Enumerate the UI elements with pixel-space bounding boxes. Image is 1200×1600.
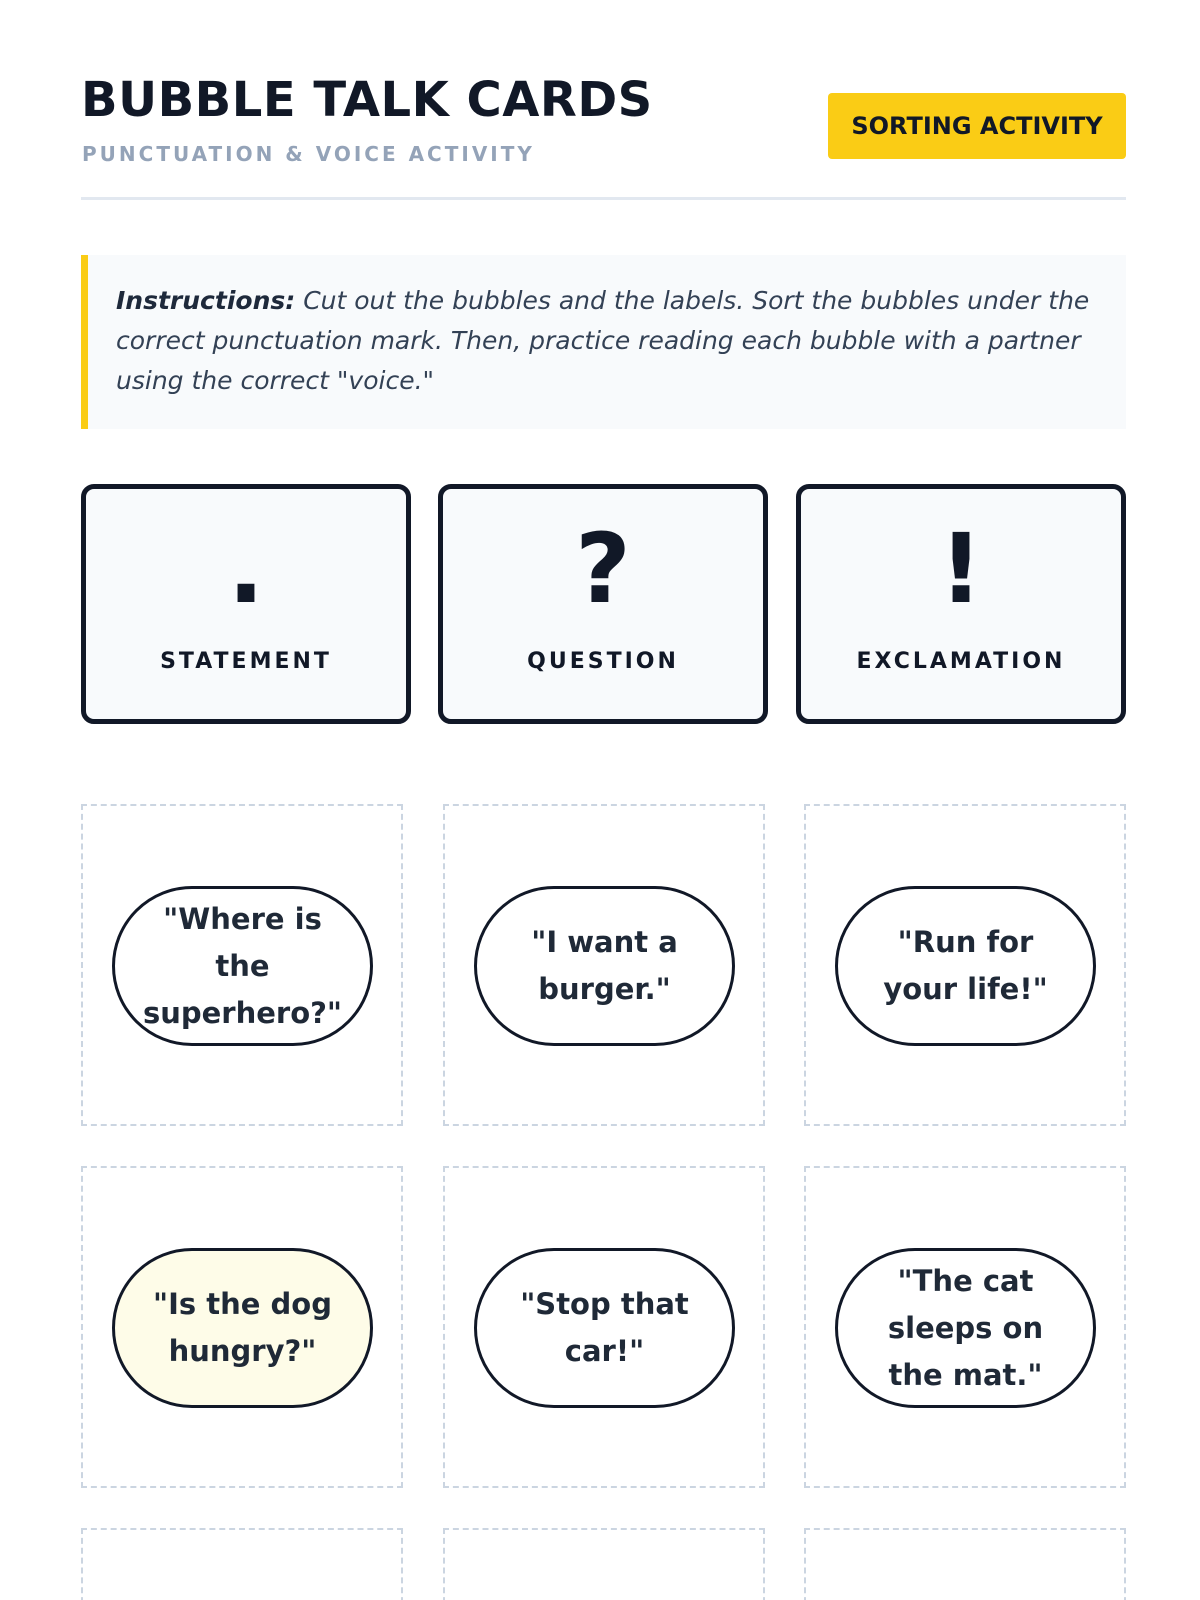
period-mark: . xyxy=(227,513,265,625)
cut-out-cell xyxy=(443,1166,765,1488)
page-subtitle: PUNCTUATION & VOICE ACTIVITY xyxy=(82,142,535,166)
cut-out-cell xyxy=(443,804,765,1126)
instructions-box xyxy=(81,255,1126,429)
cut-out-cell xyxy=(81,1528,403,1600)
cut-out-cell xyxy=(804,1528,1126,1600)
cut-out-cell xyxy=(443,1528,765,1600)
label-card-statement[interactable] xyxy=(81,484,411,724)
speech-bubble[interactable]: "Stop that car!" xyxy=(474,1248,735,1408)
speech-bubble[interactable]: "I want a burger." xyxy=(474,886,735,1046)
instructions-text: Cut out the bubbles and the labels. Sort the bubbles under the correct punctuation mark. Then, practice reading each bubble with a partner using the correct "voice." xyxy=(116,286,1090,395)
activity-badge: SORTING ACTIVITY xyxy=(828,93,1126,159)
speech-bubble-highlighted[interactable]: "Is the dog hungry?" xyxy=(112,1248,373,1408)
cut-out-cell xyxy=(81,804,403,1126)
cut-out-cell xyxy=(81,1166,403,1488)
instructions-label: Instructions: xyxy=(116,286,296,315)
label-name-statement: STATEMENT xyxy=(160,649,332,674)
label-card-question[interactable] xyxy=(438,484,768,724)
label-name-question: QUESTION xyxy=(527,649,679,674)
exclamation-mark: ! xyxy=(939,513,983,625)
question-mark: ? xyxy=(575,513,631,625)
label-name-exclamation: EXCLAMATION xyxy=(856,649,1066,674)
label-card-exclamation[interactable] xyxy=(796,484,1126,724)
page-title: BUBBLE TALK CARDS xyxy=(81,72,653,128)
cut-out-cell xyxy=(804,1166,1126,1488)
speech-bubble[interactable]: "Where is the superhero?" xyxy=(112,886,373,1046)
speech-bubble[interactable]: "The cat sleeps on the mat." xyxy=(835,1248,1096,1408)
page-header xyxy=(81,70,1126,200)
cut-out-cell xyxy=(804,804,1126,1126)
speech-bubble[interactable]: "Run for your life!" xyxy=(835,886,1096,1046)
